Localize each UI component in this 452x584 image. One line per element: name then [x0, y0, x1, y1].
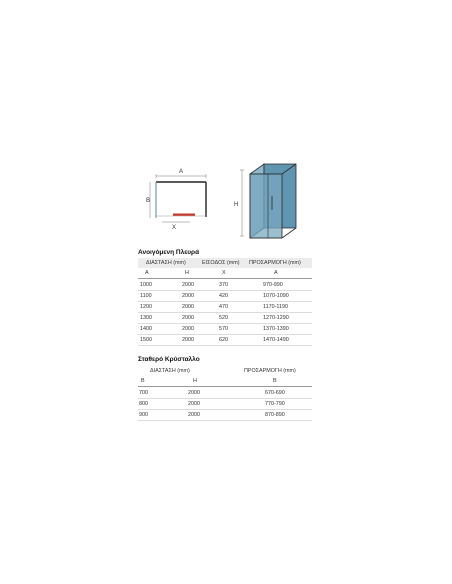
table1-header-row2	[138, 268, 312, 278]
table1-col-a: A	[145, 270, 149, 276]
table2-col-b: B	[141, 378, 145, 384]
table-row: 800 2000 770-790	[139, 401, 285, 407]
table2-header-fitting: ΠΡΟΣΑΡΜΟΓΗ (mm)	[244, 368, 296, 374]
table1-header-row1	[138, 258, 312, 268]
perspective-view-diagram	[228, 158, 308, 242]
table-row: 1300 2000 520 1270-1290	[140, 315, 289, 321]
door-handle-marker	[173, 214, 195, 216]
sliding-door-panel	[250, 174, 282, 238]
table-row: 1200 2000 470 1170-1190	[140, 304, 288, 310]
table1-header-dimension: ΔΙΑΣΤΑΣΗ (mm)	[146, 260, 186, 266]
table2-header-dimension: ΔΙΑΣΤΑΣΗ (mm)	[150, 368, 190, 374]
table2-col-b-fit: B	[273, 378, 277, 384]
table1-col-x: X	[222, 270, 226, 276]
table2-col-h: H	[193, 378, 197, 384]
table1-title: Ανοιγόμενη Πλευρά	[138, 249, 200, 256]
table1-col-h: H	[185, 270, 189, 276]
label-a: A	[179, 169, 184, 175]
table1	[138, 258, 312, 346]
label-x: X	[172, 225, 177, 231]
table-row: 1100 2000 420 1070-1090	[140, 293, 289, 299]
table1-header-fitting: ΠΡΟΣΑΡΜΟΓΗ (mm)	[249, 260, 301, 266]
table2-header-row1	[138, 366, 312, 376]
table-row: 1400 2000 570 1370-1390	[140, 326, 289, 332]
table1-header-entry: ΕΙΣΟΔΟΣ (mm)	[202, 260, 240, 266]
table2	[138, 366, 312, 422]
table-row: 1500 2000 620 1470-1490	[140, 337, 289, 343]
table2-header-row2	[138, 376, 312, 386]
table1-col-a-fit: A	[274, 270, 278, 276]
table2-title: Σταθερό Κρύσταλλο	[138, 356, 200, 363]
plan-view-diagram	[140, 160, 220, 240]
table-row: 1000 2000 370 970-990	[140, 282, 283, 288]
table-row: 900 2000 870-890	[139, 412, 285, 418]
label-b: B	[146, 198, 151, 204]
label-h: H	[234, 202, 239, 208]
table-row: 700 2000 670-690	[139, 390, 285, 396]
